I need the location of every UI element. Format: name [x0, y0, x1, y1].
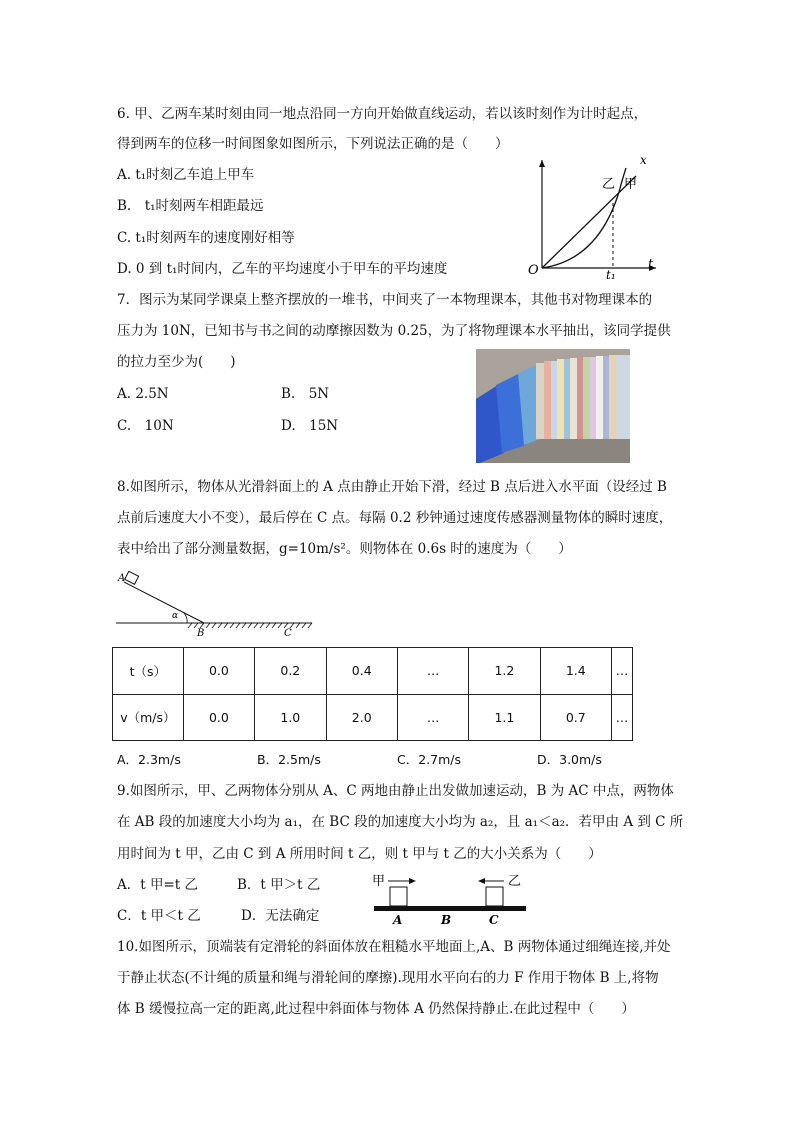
x-axis-arrow — [539, 160, 545, 167]
q10-stem-line2: 于静止状态(不计绳的质量和绳与滑轮间的摩擦).现用水平向右的力 F 作用于物体 B 上,将物 — [117, 970, 659, 986]
q6-option-d: D. 0 到 t₁时间内，乙车的平均速度小于甲车的平均速度 — [117, 261, 448, 277]
table-cell: … — [612, 694, 633, 741]
x-axis-label: x — [640, 153, 647, 167]
q7-stem-line1: 7．图示为某同学课桌上整齐摆放的一堆书，中间夹了一本物理课本，其他书对物理课本的 — [117, 292, 653, 308]
q6-option-b: B. t₁时刻两车相距最远 — [117, 198, 264, 214]
point-c-label: C — [489, 913, 499, 926]
q8-option-c: C．2.7m/s — [397, 752, 462, 767]
point-a-label: A — [118, 573, 126, 584]
q9-option-a: A．t 甲=t 乙 — [117, 877, 198, 893]
q9-option-b: B．t 甲＞t 乙 — [237, 877, 321, 893]
q8-option-d: D．3.0m/s — [537, 752, 602, 767]
q6-option-c: C. t₁时刻两车的速度刚好相等 — [117, 230, 295, 246]
point-b-label: B — [197, 628, 205, 639]
q7-stem-line2: 压力为 10N，已知书与书之间的动摩擦因数为 0.25，为了将物理课本水平抽出，该同学提供 — [117, 323, 671, 339]
q6-position-time-graph — [520, 152, 660, 280]
t1-label: t₁ — [606, 268, 616, 280]
table-cell: 1.1 — [469, 694, 540, 741]
q9-option-c: C．t 甲＜t 乙 — [117, 908, 201, 924]
table-row-time — [113, 648, 633, 695]
q9-stem-line2: 在 AB 段的加速度大小均为 a₁，在 BC 段的加速度大小均为 a₂，且 a₁＜a₂．若甲由 A 到 C 所 — [117, 814, 684, 830]
jia-arrow-icon — [409, 878, 416, 884]
track-surface — [374, 906, 526, 911]
table-cell: 2.0 — [326, 694, 397, 741]
q8-stem-line1: 8.如图所示，物体从光滑斜面上的 A 点由静止开始下滑，经过 B 点后进入水平面（设经过 B — [117, 479, 667, 495]
block-yi — [486, 887, 503, 906]
table-cell: … — [397, 648, 468, 695]
yi-label: 乙 — [508, 874, 522, 889]
table-cell: v（m/s） — [113, 694, 184, 741]
t-axis-label: t — [648, 257, 654, 272]
q8-stem-line2: 点前后速度大小不变），最后停在 C 点。每隔 0.2 秒钟通过速度传感器测量物体的瞬时速度， — [117, 510, 673, 526]
angle-label: α — [172, 611, 179, 621]
table-cell: 0.2 — [255, 648, 326, 695]
table-cell: 1.4 — [540, 648, 611, 695]
block — [125, 571, 139, 584]
q9-option-d: D．无法确定 — [241, 908, 320, 924]
yi-arrow-icon — [478, 878, 485, 884]
q9-stem-line1: 9.如图所示，甲、乙两物体分别从 A、C 两地由静止出发做加速运动，B 为 AC 中点，两物体 — [117, 783, 674, 799]
table-cell: … — [612, 648, 633, 695]
yi-curve-label: 乙 — [602, 177, 616, 192]
q7-option-d: D. 15N — [281, 418, 339, 434]
q7-option-c: C. 10N — [117, 418, 174, 434]
q10-stem-line3: 体 B 缓慢拉高一定的距离,此过程中斜面体与物体 A 仍然保持静止.在此过程中（ ） — [117, 1001, 635, 1017]
ground-hatching — [188, 623, 312, 628]
origin-label: O — [528, 263, 539, 278]
q9-stem-line3: 用时间为 t 甲，乙由 C 到 A 所用时间 t 乙，则 t 甲与 t 乙的大小关系为（ ） — [117, 846, 602, 862]
q7-option-b: B. 5N — [281, 386, 330, 402]
q8-data-table — [112, 647, 633, 741]
incline-surface — [124, 582, 204, 623]
book-stack-photo — [476, 349, 630, 463]
q8-incline-diagram — [112, 566, 318, 642]
table-cell: 0.7 — [540, 694, 611, 741]
table-cell: 1.0 — [255, 694, 326, 741]
table-cell: 0.0 — [183, 694, 254, 741]
q6-option-a: A. t₁时刻乙车追上甲车 — [117, 167, 255, 183]
q8-option-a: A．2.3m/s — [117, 752, 181, 767]
q6-stem-line1: 6. 甲、乙两车某时刻由同一地点沿同一方向开始做直线运动，若以该时刻作为计时起点， — [117, 106, 648, 122]
table-cell: … — [397, 694, 468, 741]
table-cell: 1.2 — [469, 648, 540, 695]
table-cell: 0.0 — [183, 648, 254, 695]
q8-stem-line3: 表中给出了部分测量数据，g=10m/s²。则物体在 0.6s 时的速度为（ ） — [117, 541, 572, 557]
block-jia — [390, 887, 407, 906]
q10-stem-line1: 10.如图所示，顶端装有定滑轮的斜面体放在粗糙水平地面上,A、B 两物体通过细绳连接,并处 — [117, 939, 671, 955]
point-a-label: A — [393, 913, 403, 926]
q9-track-diagram — [370, 870, 530, 926]
q6-stem-line2: 得到两车的位移一时间图象如图所示，下列说法正确的是（ ） — [117, 136, 509, 152]
q8-option-b: B．2.5m/s — [257, 752, 321, 767]
point-c-label: C — [284, 628, 292, 639]
line-jia — [542, 176, 636, 268]
q7-option-a: A. 2.5N — [117, 386, 169, 402]
table-row-velocity — [113, 694, 633, 741]
jia-label: 甲 — [372, 874, 386, 889]
point-b-label: B — [441, 913, 452, 926]
table-cell: 0.4 — [326, 648, 397, 695]
table-cell: t（s） — [113, 648, 184, 695]
jia-line-label: 甲 — [624, 177, 638, 192]
q7-stem-line3: 的拉力至少为( ) — [117, 354, 236, 370]
